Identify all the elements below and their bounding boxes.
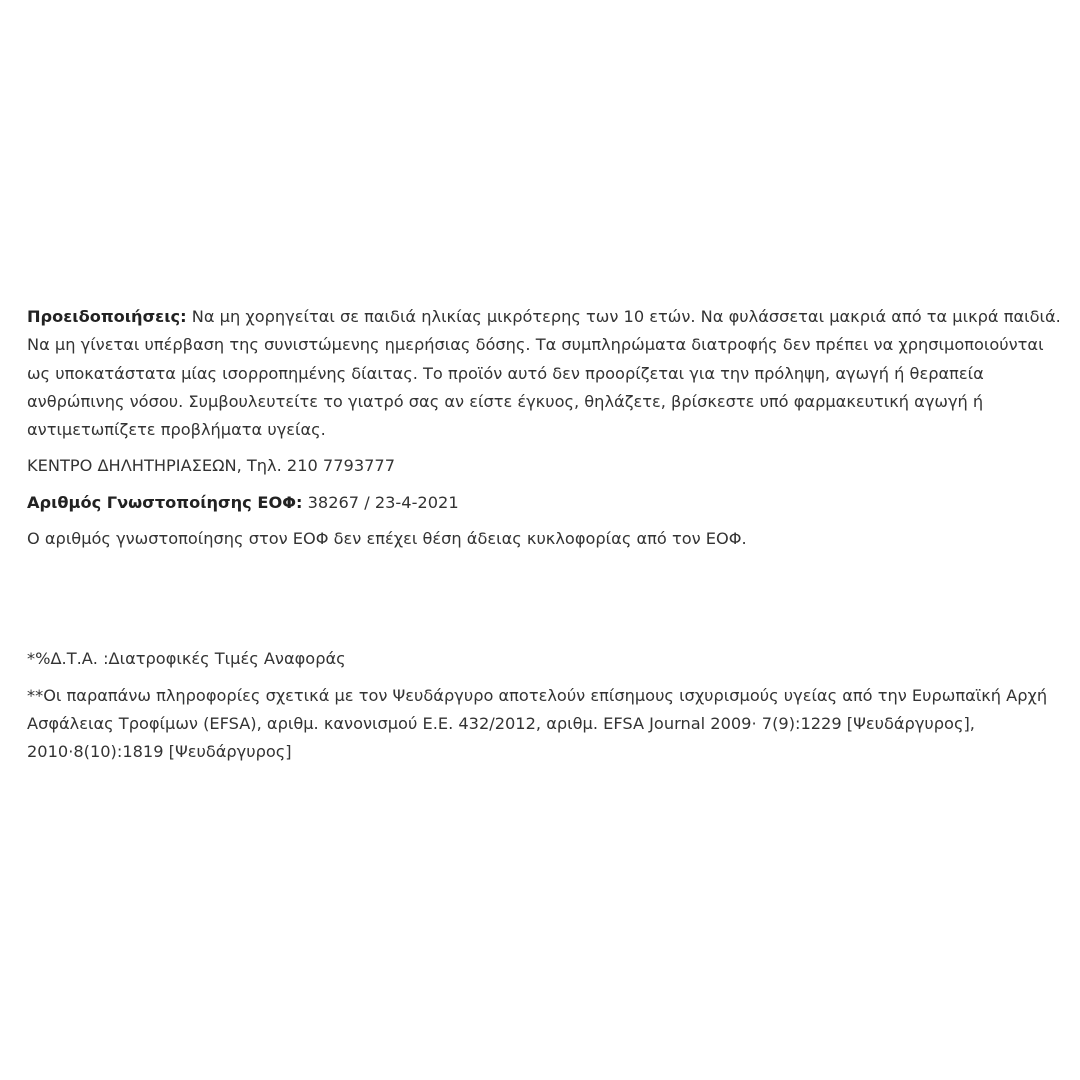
notification-note: Ο αριθμός γνωστοποίησης στον ΕΟΦ δεν επέχει θέση άδειας κυκλοφορίας από τον ΕΟΦ. [27,529,747,549]
footnote-efsa: **Οι παραπάνω πληροφορίες σχετικά με τον Ψευδάργυρο αποτελούν επίσημους ισχυρισμούς υγείας από την Ευρωπαϊκή Αρχή Ασφάλειας Τροφίμων (EFSA), αριθμ. κανονισμού Ε.Ε. 432/2012, αριθμ. EFSA Journal 2009· 7(9):1229 [Ψευδάργυρος], 2010·8(10):1819 [Ψευδάργυρος] [27,685,1048,762]
warnings-paragraph [27,303,1067,444]
warnings-label: Προειδοποιήσεις: [27,307,187,326]
warnings-text: Να μη χορηγείται σε παιδιά ηλικίας μικρότερης των 10 ετών. Να φυλάσσεται μακριά από τα μικρά παιδιά. Να μη γίνεται υπέρβαση της συνιστώμενης ημερήσιας δόσης. Τα συμπληρώματα διατροφής δεν πρέπει να χρησιμοποιούνται ως υποκατάστατα μίας ισορροπημένης δίαιτας. Το προϊόν αυτό δεν προορίζεται για την πρόληψη, αγωγή ή θεραπεία ανθρώπινης νόσου. Συμβουλευτείτε το γιατρό σας αν είστε έγκυος, θηλάζετε, βρίσκεστε υπό φαρμακευτική αγωγή ή αντιμετωπίζετε προβλήματα υγείας. [27,307,1061,440]
notification-line [27,489,1067,517]
notification-label: Αριθμός Γνωστοποίησης ΕΟΦ: [27,492,303,512]
notification-value: 38267 / 23-4-2021 [302,492,459,512]
product-info-text [27,303,1067,767]
footnote-dta: *%Δ.Τ.Α. :Διατροφικές Τιμές Αναφοράς [27,649,346,669]
poison-center-line: ΚΕΝΤΡΟ ΔΗΛΗΤΗΡΙΑΣΕΩΝ, Τηλ. 210 7793777 [27,456,396,476]
